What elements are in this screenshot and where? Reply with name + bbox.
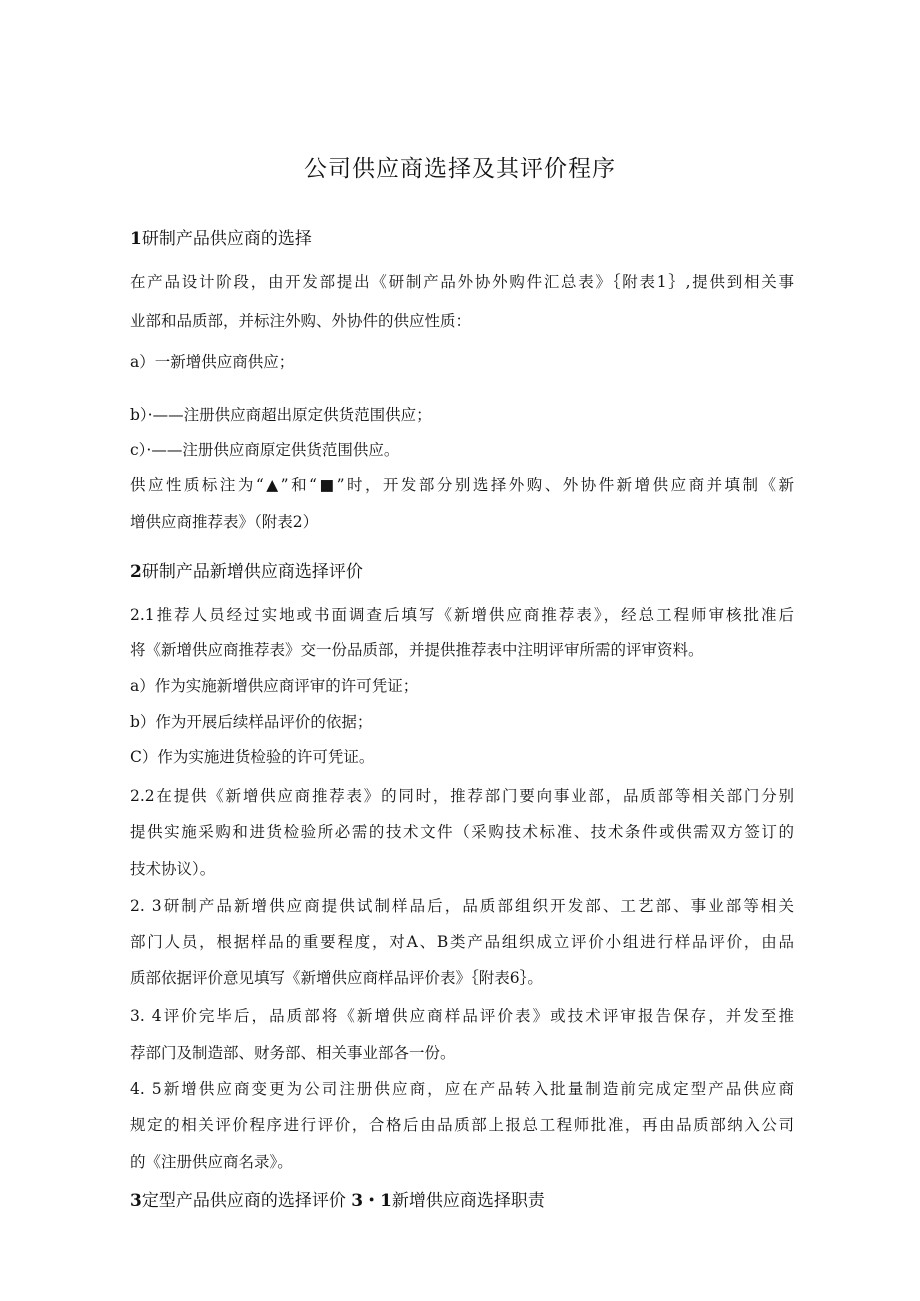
s1-paragraph-2-line-1: 供应性质标注为“▲”和“■”时，开发部分别选择外购、外协件新增供应商并填制《新	[130, 476, 794, 494]
s2-1-line-2: 将《新增供应商推荐表》交一份品质部，并提供推荐表中注明评审所需的评审资料。	[130, 641, 704, 659]
s1-item-a: a）一新增供应商供应；	[130, 353, 295, 371]
section-1-number: 1	[130, 229, 142, 249]
s2-5-line-3: 的《注册供应商名录》。	[130, 1153, 293, 1171]
s1-paragraph-1-line-1: 在产品设计阶段，由开发部提出《研制产品外协外购件汇总表》｛附表1｝,提供到相关事	[130, 273, 794, 291]
s2-1-line-1: 2.1推荐人员经过实地或书面调查后填写《新增供应商推荐表》，经总工程师审核批准后	[130, 606, 794, 624]
section-1-heading	[130, 224, 312, 249]
page-title: 公司供应商选择及其评价程序	[304, 156, 616, 182]
s2-5-line-2: 规定的相关评价程序进行评价，合格后由品质部上报总工程师批准，再由品质部纳入公司	[130, 1116, 794, 1134]
s2-1-item-b: b）作为开展后续样品评价的依据；	[130, 713, 373, 731]
s2-3-line-3: 质部依据评价意见填写《新增供应商样品评价表》｛附表6｝。	[130, 969, 543, 987]
s2-4-line-1: 3. 4评价完毕后，品质部将《新增供应商样品评价表》或技术评审报告保存，并发至推	[130, 1007, 794, 1025]
s1-item-b: b）·——注册供应商超出原定供货范围供应；	[130, 406, 432, 424]
s2-4-line-2: 荐部门及制造部、财务部、相关事业部各一份。	[130, 1044, 456, 1062]
s1-paragraph-2-line-2: 增供应商推荐表》（附表2）	[130, 513, 319, 531]
s1-paragraph-1-line-2: 业部和品质部，并标注外购、外协件的供应性质：	[130, 312, 472, 330]
section-3-heading	[130, 1186, 545, 1211]
s2-1-item-c: C）作为实施进货检验的许可凭证。	[130, 748, 375, 766]
s2-2-line-2: 提供实施采购和进货检验所必需的技术文件（采购技术标准、技术条件或供需双方签订的	[130, 823, 794, 841]
section-3-title: 定型产品供应商的选择评价	[141, 1191, 346, 1211]
section-2-number: 2	[130, 562, 142, 582]
section-1-title: 研制产品供应商的选择	[141, 229, 312, 249]
section-2-title: 研制产品新增供应商选择评价	[141, 562, 363, 582]
s1-item-c: c）·——注册供应商原定供货范围供应。	[130, 441, 400, 459]
s2-2-line-1: 2.2在提供《新增供应商推荐表》的同时，推荐部门要向事业部，品质部等相关部门分别	[130, 787, 794, 805]
s2-5-line-1: 4. 5新增供应商变更为公司注册供应商，应在产品转入批量制造前完成定型产品供应商	[130, 1080, 794, 1098]
section-3-number: 3	[130, 1191, 142, 1211]
section-2-heading	[130, 557, 363, 582]
s2-3-line-2: 部门人员，根据样品的重要程度，对A、B类产品组织成立评价小组进行样品评价，由品	[130, 933, 794, 951]
section-3-1-title: 新增供应商选择职责	[391, 1191, 545, 1211]
s2-2-line-3: 技术协议）。	[130, 860, 216, 878]
s2-3-line-1: 2. 3研制产品新增供应商提供试制样品后，品质部组织开发部、工艺部、事业部等相关	[130, 897, 794, 915]
s2-1-item-a: a）作为实施新增供应商评审的许可凭证；	[130, 677, 419, 695]
section-3-1-number: 3・1	[351, 1191, 392, 1211]
